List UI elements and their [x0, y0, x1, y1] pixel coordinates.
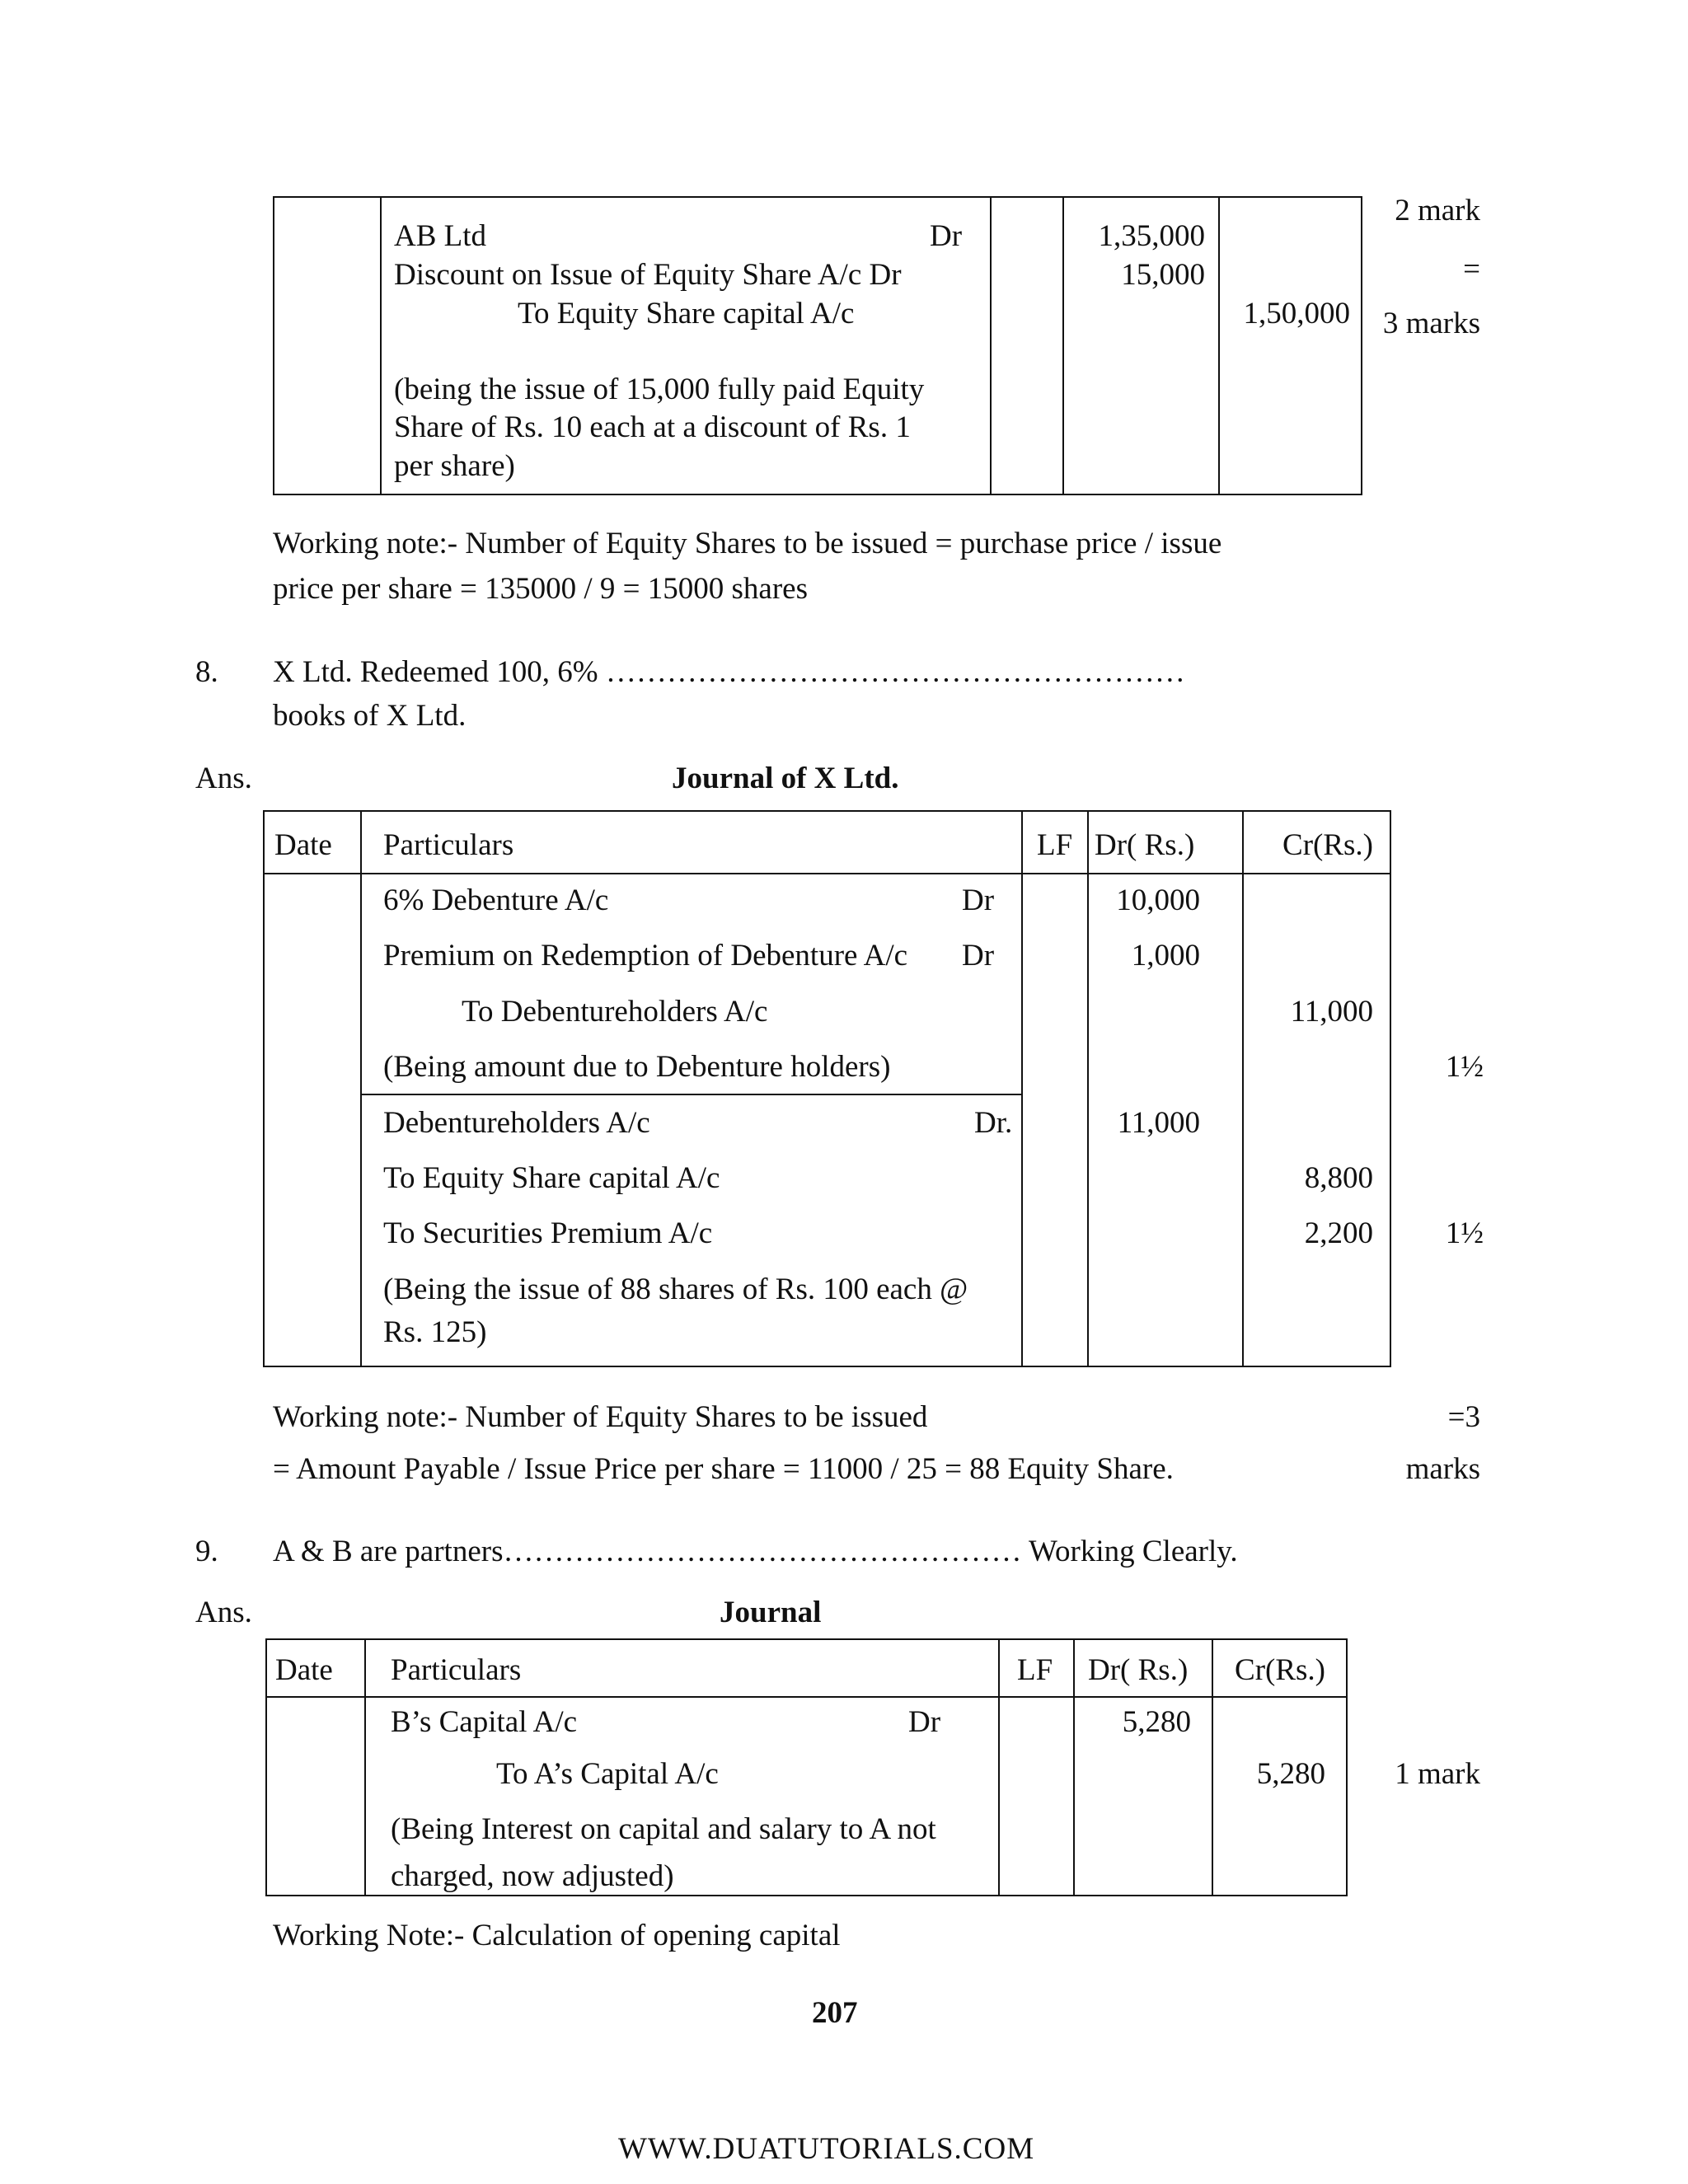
- header-particulars: Particulars: [383, 828, 514, 862]
- question-8-text: X Ltd. Redeemed 100, 6% …………………………………………………: [273, 655, 1185, 689]
- narration-line-2: Share of Rs. 10 each at a discount of Rs. 1: [394, 410, 911, 444]
- dr-amount-2: 15,000: [1121, 258, 1205, 292]
- row-debenture-amount: 10,000: [1116, 883, 1200, 917]
- t3-row-to-a-capital-amount: 5,280: [1256, 1757, 1325, 1791]
- page-number: 207: [812, 1996, 858, 2030]
- row-premium-amount: 1,000: [1131, 939, 1200, 972]
- row-to-debentureholders-amount: 11,000: [1290, 995, 1373, 1029]
- entry-line-ab-ltd: AB Ltd: [394, 219, 487, 253]
- header-lf: LF: [1037, 828, 1073, 862]
- t3-header-particulars: Particulars: [391, 1653, 522, 1687]
- entry-line-to-equity: To Equity Share capital A/c: [518, 297, 855, 330]
- working-note-1-line-1: Working note:- Number of Equity Shares to be issued = purchase price / issue: [273, 527, 1222, 560]
- t3-header-date: Date: [275, 1653, 333, 1687]
- row-to-securities-amount: 2,200: [1304, 1216, 1373, 1250]
- row-debenture-dr: Dr: [962, 883, 995, 917]
- marks-note-3: 3 marks: [1382, 307, 1480, 340]
- marks-1-5-first: 1½: [1445, 1050, 1484, 1084]
- answer-8-label: Ans.: [195, 762, 252, 795]
- row-to-equity-amount: 8,800: [1304, 1161, 1373, 1195]
- t3-row-to-a-capital: To A’s Capital A/c: [496, 1757, 719, 1791]
- journal-title: Journal: [720, 1596, 822, 1629]
- question-9-number: 9.: [195, 1535, 218, 1568]
- footer-website: WWW.DUATUTORIALS.COM: [618, 2132, 1035, 2166]
- row-debentureholders-dr: Dr.: [974, 1106, 1013, 1140]
- row-narration-debenture: (Being amount due to Debenture holders): [383, 1050, 891, 1084]
- narration-line-1: (being the issue of 15,000 fully paid Equity: [394, 373, 925, 406]
- working-note-2-mark-1: =3: [1447, 1400, 1480, 1434]
- row-narration-issue-2: Rs. 125): [383, 1315, 487, 1349]
- question-8-text-2: books of X Ltd.: [273, 699, 467, 733]
- header-dr: Dr( Rs.): [1095, 828, 1195, 862]
- header-cr: Cr(Rs.): [1282, 828, 1373, 862]
- t3-row-b-capital-dr: Dr: [908, 1705, 941, 1739]
- question-9-text: A & B are partners…………………………………………… Working Clearly.: [273, 1535, 1238, 1568]
- row-to-securities-premium: To Securities Premium A/c: [383, 1216, 713, 1250]
- row-narration-issue-1: (Being the issue of 88 shares of Rs. 100 each @: [383, 1272, 968, 1306]
- marks-note-1: 2 mark: [1395, 194, 1480, 227]
- t3-row-b-capital: B’s Capital A/c: [391, 1705, 578, 1739]
- row-debentureholders-amount: 11,000: [1117, 1106, 1200, 1140]
- row-premium-redemption: Premium on Redemption of Debenture A/c: [383, 939, 908, 972]
- working-note-1-line-2: price per share = 135000 / 9 = 15000 shares: [273, 572, 808, 606]
- working-note-2-line-2: = Amount Payable / Issue Price per share = 11000 / 25 = 88 Equity Share.: [273, 1452, 1174, 1486]
- row-premium-dr: Dr: [962, 939, 995, 972]
- entry-dr-label: Dr: [930, 219, 963, 253]
- row-debentureholders: Debentureholders A/c: [383, 1106, 650, 1140]
- marks-note-2: =: [1463, 252, 1480, 286]
- working-note-2-mark-2: marks: [1405, 1452, 1480, 1486]
- working-note-3: Working Note:- Calculation of opening capital: [273, 1919, 841, 1952]
- question-8-number: 8.: [195, 655, 218, 689]
- row-to-debentureholders: To Debentureholders A/c: [462, 995, 768, 1029]
- row-debenture: 6% Debenture A/c: [383, 883, 609, 917]
- t3-narration-2: charged, now adjusted): [391, 1859, 674, 1893]
- t3-row-b-capital-amount: 5,280: [1122, 1705, 1191, 1739]
- t3-header-lf: LF: [1017, 1653, 1053, 1687]
- entry-line-discount: Discount on Issue of Equity Share A/c Dr: [394, 258, 902, 292]
- answer-9-label: Ans.: [195, 1596, 252, 1629]
- t3-marks-1: 1 mark: [1395, 1757, 1480, 1791]
- dr-amount-1: 1,35,000: [1098, 219, 1205, 253]
- journal-title-x-ltd: Journal of X Ltd.: [672, 762, 899, 795]
- t3-header-dr: Dr( Rs.): [1088, 1653, 1189, 1687]
- cr-amount-1: 1,50,000: [1243, 297, 1350, 330]
- header-date: Date: [274, 828, 332, 862]
- row-to-equity-share-capital: To Equity Share capital A/c: [383, 1161, 720, 1195]
- narration-line-3: per share): [394, 449, 515, 483]
- t3-header-cr: Cr(Rs.): [1235, 1653, 1325, 1687]
- working-note-2-line-1: Working note:- Number of Equity Shares to be issued: [273, 1400, 928, 1434]
- t3-narration-1: (Being Interest on capital and salary to A not: [391, 1812, 936, 1846]
- marks-1-5-second: 1½: [1445, 1216, 1484, 1250]
